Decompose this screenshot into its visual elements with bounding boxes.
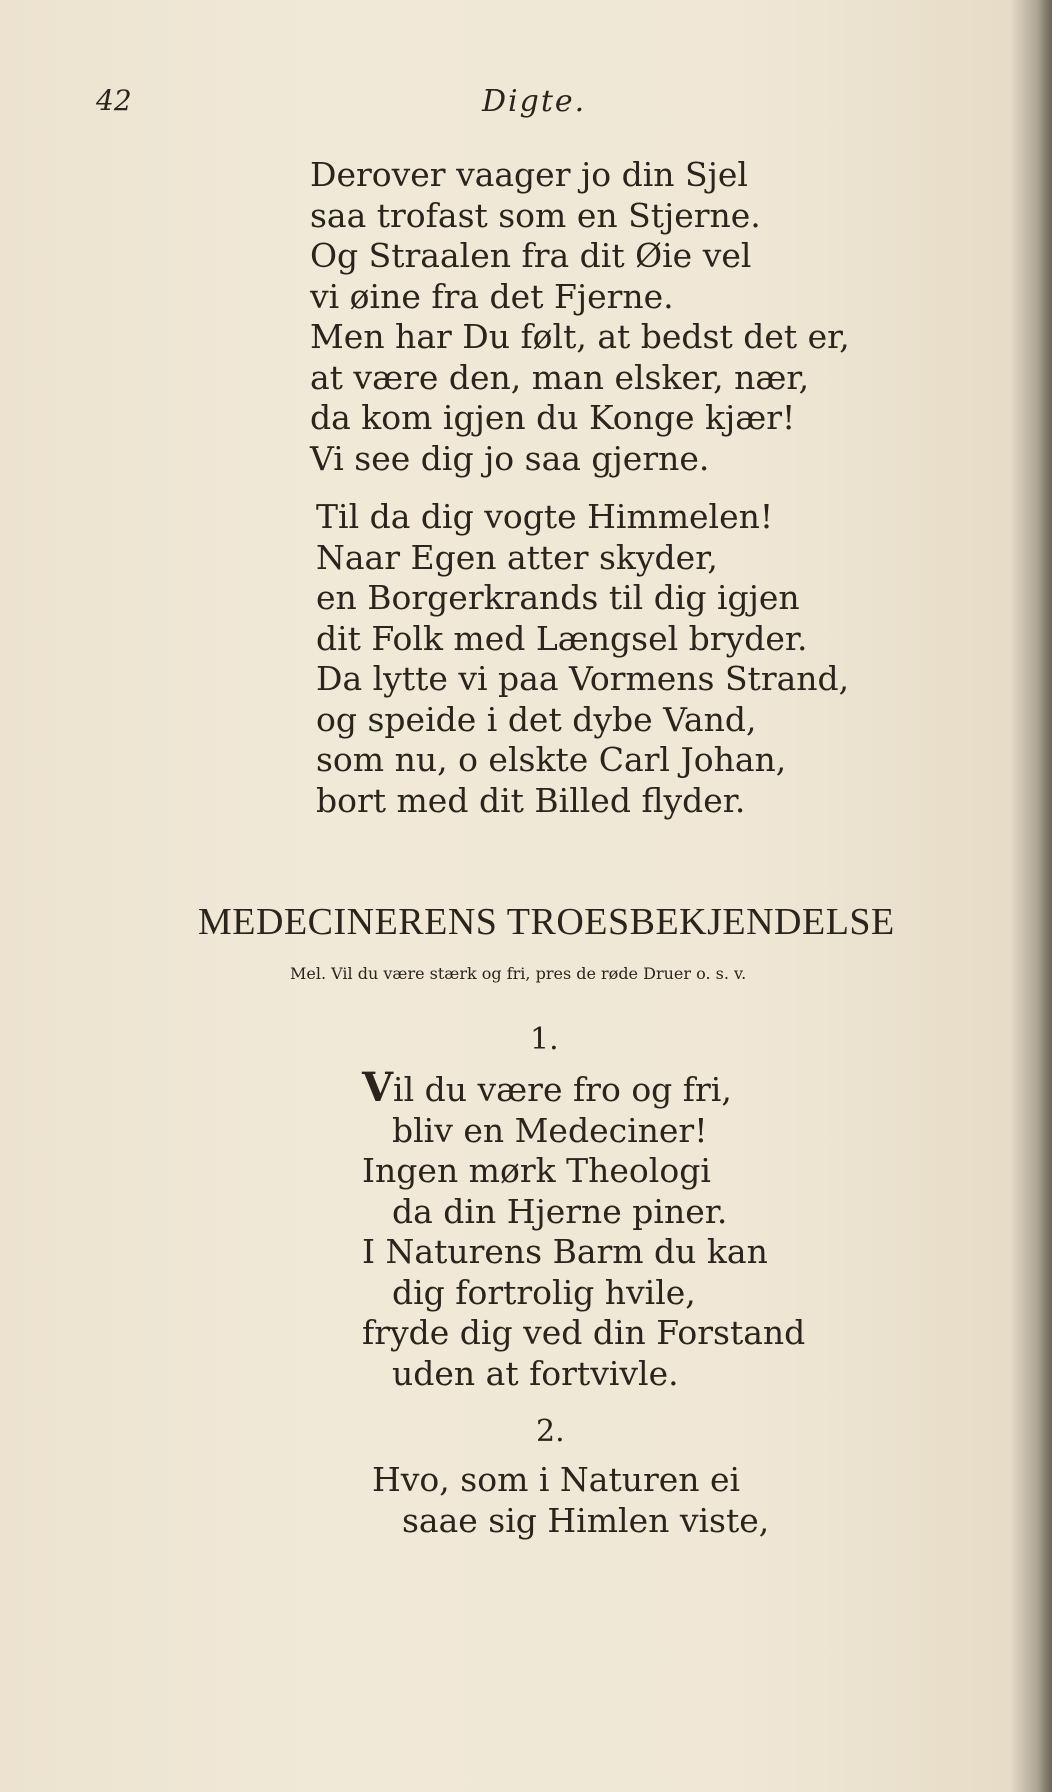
verse-line: I Naturens Barm du kan <box>362 1232 768 1271</box>
verse-line: Naar Egen atter skyder, <box>316 537 718 577</box>
verse-line: som nu, o elskte Carl Johan, <box>316 740 787 779</box>
drop-capital: V <box>362 1064 394 1111</box>
verse-line: Men har Du følt, at bedst det er, <box>310 317 850 356</box>
verse-line: at være den, man elsker, nær, <box>310 357 810 397</box>
verse-line: Da lytte vi paa Vormens Strand, <box>316 659 850 698</box>
poem-title: MEDECINERENS TROESBEKJENDELSE <box>198 901 895 943</box>
verse-number: 2. <box>536 1414 565 1449</box>
verse-line: bliv en Medeciner! <box>392 1110 708 1150</box>
verse-line: Derover vaager jo din Sjel <box>310 155 748 194</box>
verse-line: Ingen mørk Theologi <box>362 1151 711 1190</box>
melody-note: Mel. Vil du være stærk og fri, pres de røde Druer o. s. v. <box>290 964 747 983</box>
running-head: Digte. <box>482 84 587 119</box>
verse-line: da kom igjen du Konge kjær! <box>310 398 796 437</box>
first-line-text: il du være fro og fri, <box>393 1070 732 1109</box>
verse-line: og speide i det dybe Vand, <box>316 699 757 739</box>
verse-line: dig fortrolig hvile, <box>392 1272 696 1312</box>
page-edge-shadow <box>1038 0 1052 1792</box>
verse-line: bort med dit Billed flyder. <box>316 780 746 820</box>
verse-line: fryde dig ved din Forstand <box>362 1313 806 1352</box>
verse-line: uden at fortvivle. <box>392 1353 679 1393</box>
verse-2 <box>372 1460 769 1541</box>
verse-line: dit Folk med Længsel bryder. <box>316 618 808 658</box>
verse-line: Hvo, som i Naturen ei <box>372 1460 741 1499</box>
verse-line: saa trofast som en Stjerne. <box>310 195 761 235</box>
verse-1 <box>362 1064 806 1394</box>
page-number: 42 <box>96 84 132 117</box>
verse-line: vi øine fra det Fjerne. <box>310 276 674 316</box>
stanza-til-da <box>316 497 849 821</box>
verse-line <box>362 1064 805 1111</box>
verse-line: da din Hjerne piner. <box>392 1191 728 1231</box>
verse-line: Vi see dig jo saa gjerne. <box>310 438 710 478</box>
verse-line: saae sig Himlen viste, <box>402 1500 770 1540</box>
verse-line: en Borgerkrands til dig igjen <box>316 578 800 617</box>
verse-line: Og Straalen fra dit Øie vel <box>310 236 752 275</box>
stanza-derover <box>310 155 850 479</box>
verse-line: Til da dig vogte Himmelen! <box>316 497 774 536</box>
verse-number: 1. <box>530 1022 559 1057</box>
